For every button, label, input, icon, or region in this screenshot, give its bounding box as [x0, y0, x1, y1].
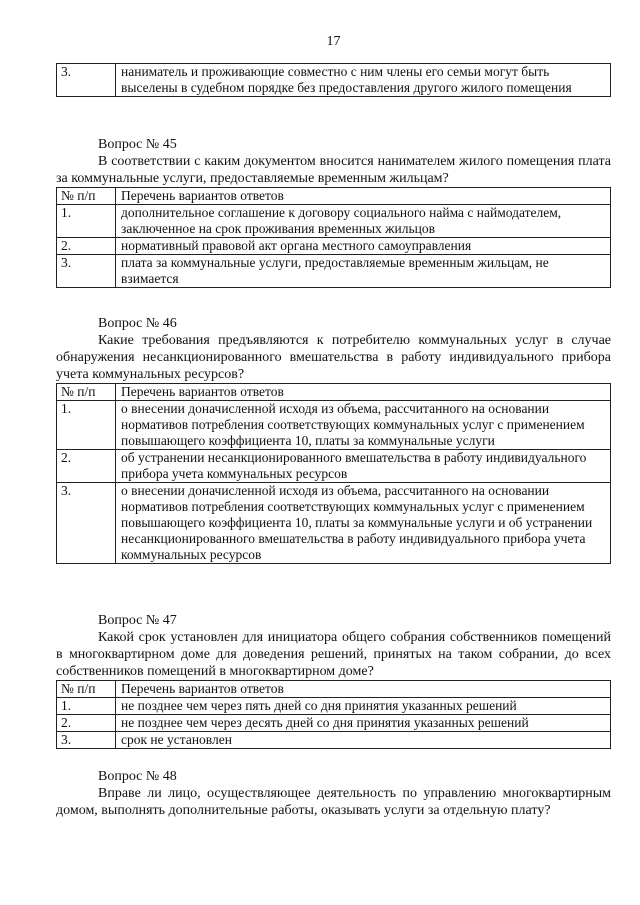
row-number: 1.: [57, 698, 116, 715]
answer-text: плата за коммунальные услуги, предоставляемые временным жильцам, не взимается: [116, 255, 611, 288]
header-num: № п/п: [57, 681, 116, 698]
top-table-block: [56, 63, 611, 97]
question-title: Вопрос № 47: [98, 613, 177, 628]
table-row: [57, 255, 611, 288]
table-row: [57, 732, 611, 749]
header-num: № п/п: [57, 384, 116, 401]
answer-text: дополнительное соглашение к договору социального найма с наймодателем, заключенное на срок проживания временных жильцов: [116, 205, 611, 238]
header-text: Перечень вариантов ответов: [116, 384, 611, 401]
question-text: Какие требования предъявляются к потребителю коммунальных услуг в случае обнаружения несанкционированного вмешательства в работу индивидуального прибора учета коммунальных ресурсов?: [56, 333, 611, 382]
answer-table: [56, 680, 611, 749]
row-number: 3.: [57, 255, 116, 288]
table-row: [57, 238, 611, 255]
row-number: 2.: [57, 715, 116, 732]
top-answer-table: [56, 63, 611, 97]
answer-text: нормативный правовой акт органа местного самоуправления: [116, 238, 611, 255]
answer-text: срок не установлен: [116, 732, 611, 749]
table-row: [57, 715, 611, 732]
table-header-row: [57, 188, 611, 205]
row-number: 1.: [57, 401, 116, 450]
page-number: 17: [326, 34, 341, 49]
row-number: 1.: [57, 205, 116, 238]
row-number: 3.: [57, 64, 116, 97]
row-number: 3.: [57, 483, 116, 564]
question-title: Вопрос № 48: [98, 769, 177, 784]
answer-text: об устранении несанкционированного вмешательства в работу индивидуального прибора учета коммунальных ресурсов: [116, 450, 611, 483]
question-45: [56, 136, 611, 288]
question-title: Вопрос № 46: [98, 316, 177, 331]
table-row: [57, 205, 611, 238]
answer-text: не позднее чем через пять дней со дня принятия указанных решений: [116, 698, 611, 715]
table-row: [57, 401, 611, 450]
answer-text: не позднее чем через десять дней со дня принятия указанных решений: [116, 715, 611, 732]
answer-table: [56, 187, 611, 288]
answer-text: о внесении доначисленной исходя из объема, рассчитанного на основании нормативов потребления соответствующих коммунальных услуг с применением повышающего коэффициента 10, платы за коммунальные услуги: [116, 401, 611, 450]
header-text: Перечень вариантов ответов: [116, 681, 611, 698]
row-number: 2.: [57, 238, 116, 255]
header-text: Перечень вариантов ответов: [116, 188, 611, 205]
question-text: Вправе ли лицо, осуществляющее деятельность по управлению многоквартирным домом, выполнять дополнительные работы, оказывать услуги за отдельную плату?: [56, 786, 611, 818]
row-number: 3.: [57, 732, 116, 749]
table-header-row: [57, 681, 611, 698]
question-46: [56, 315, 611, 564]
question-48: [56, 768, 611, 819]
table-row: [57, 64, 611, 97]
question-title: Вопрос № 45: [98, 137, 177, 152]
answer-table: [56, 383, 611, 564]
row-number: 2.: [57, 450, 116, 483]
answer-text: о внесении доначисленной исходя из объема, рассчитанного на основании нормативов потребления соответствующих коммунальных услуг с применением повышающего коэффициента 10, платы за коммунальные услуги и об устранении несанкционированного вмешательства в работу индивидуального прибора учета коммунальных ресурсов: [116, 483, 611, 564]
question-text: В соответствии с каким документом вносится нанимателем жилого помещения плата за коммунальные услуги, предоставляемые временным жильцам?: [56, 154, 611, 186]
header-num: № п/п: [57, 188, 116, 205]
table-row: [57, 450, 611, 483]
answer-text: наниматель и проживающие совместно с ним члены его семьи могут быть выселены в судебном порядке без предоставления другого жилого помещения: [116, 64, 611, 97]
table-header-row: [57, 384, 611, 401]
question-47: [56, 612, 611, 749]
table-row: [57, 483, 611, 564]
question-text: Какой срок установлен для инициатора общего собрания собственников помещений в многоквартирном доме для доведения решений, принятых на таком собрании, до всех собственников помещений в многоквартирном доме?: [56, 630, 611, 679]
table-row: [57, 698, 611, 715]
